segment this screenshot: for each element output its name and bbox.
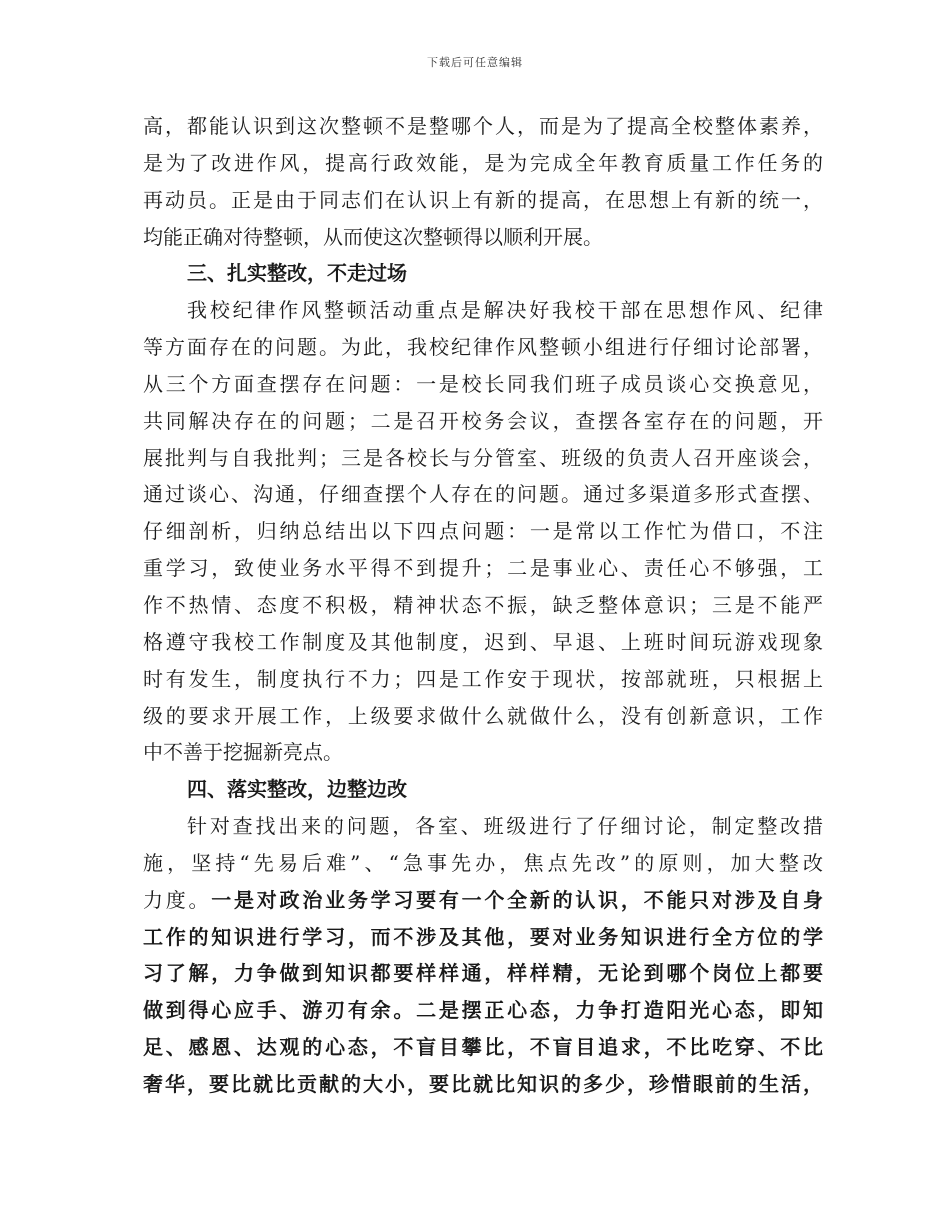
paragraph-line: 等方面存在的问题。为此，我校纪律作风整顿小组进行仔细讨论部署， xyxy=(143,335,823,360)
section-heading-4: 四、落实整改，边整边改 xyxy=(187,777,407,802)
paragraph-line: 再动员。正是由于同志们在认识上有新的提高，在思想上有新的统一， xyxy=(143,187,823,212)
paragraph-line-bold: 习了解，力争做到知识都要样样通，样样精，无论到哪个岗位上都要 xyxy=(143,961,823,986)
paragraph-line: 施，坚持“先易后难”、“急事先办，焦点先改”的原则，加大整改 xyxy=(143,850,823,875)
document-body xyxy=(143,108,823,1103)
paragraph-line: 重学习，致使业务水平得不到提升；二是事业心、责任心不够强，工 xyxy=(143,556,823,581)
paragraph-line: 针对查找出来的问题，各室、班级进行了仔细讨论，制定整改措 xyxy=(187,814,823,839)
paragraph-line: 通过谈心、沟通，仔细查摆个人存在的问题。通过多渠道多形式查摆、 xyxy=(143,482,823,507)
paragraph-line: 高，都能认识到这次整顿不是整哪个人，而是为了提高全校整体素养， xyxy=(143,114,823,138)
paragraph-text-plain: 力度。 xyxy=(143,887,212,912)
section-heading-3: 三、扎实整改，不走过场 xyxy=(187,261,407,286)
paragraph-line: 格遵守我校工作制度及其他制度，迟到、早退、上班时间玩游戏现象 xyxy=(143,629,823,654)
paragraph-line: 级的要求开展工作，上级要求做什么就做什么，没有创新意识，工作 xyxy=(143,703,823,728)
paragraph-line: 作不热情、态度不积极，精神状态不振，缺乏整体意识；三是不能严 xyxy=(143,592,823,617)
paragraph-line-bold: 做到得心应手、游刃有余。二是摆正心态，力争打造阳光心态，即知 xyxy=(143,998,823,1023)
paragraph-line-bold: 足、感恩、达观的心态，不盲目攀比，不盲目追求，不比吃穿、不比 xyxy=(143,1035,823,1060)
paragraph-line-bold: 工作的知识进行学习，而不涉及其他，要对业务知识进行全方位的学 xyxy=(143,924,823,949)
paragraph-line: 仔细剖析，归纳总结出以下四点问题：一是常以工作忙为借口，不注 xyxy=(143,519,823,544)
paragraph-line: 是为了改进作风，提高行政效能，是为完成全年教育质量工作任务的 xyxy=(143,150,823,175)
paragraph-line: 共同解决存在的问题；二是召开校务会议，查摆各室存在的问题，开 xyxy=(143,408,823,433)
paragraph-line: 从三个方面查摆存在问题：一是校长同我们班子成员谈心交换意见， xyxy=(143,371,823,396)
paragraph-line xyxy=(143,882,823,919)
paragraph-line: 中不善于挖掘新亮点。 xyxy=(143,740,343,765)
paragraph-line-bold: 奢华，要比就比贡献的大小，要比就比知识的多少，珍惜眼前的生活， xyxy=(143,1071,823,1096)
page-header-note: 下载后可任意编辑 xyxy=(427,56,523,69)
paragraph-line: 均能正确对待整顿，从而使这次整顿得以顺利开展。 xyxy=(143,224,603,249)
paragraph-line: 时有发生，制度执行不力；四是工作安于现状，按部就班，只根据上 xyxy=(143,666,823,691)
paragraph-line: 展批判与自我批判；三是各校长与分管室、班级的负责人召开座谈会， xyxy=(143,445,823,470)
paragraph-line: 我校纪律作风整顿活动重点是解决好我校干部在思想作风、纪律 xyxy=(187,298,823,323)
paragraph-text-bold: 一是对政治业务学习要有一个全新的认识，不能只对涉及自身 xyxy=(211,887,824,912)
